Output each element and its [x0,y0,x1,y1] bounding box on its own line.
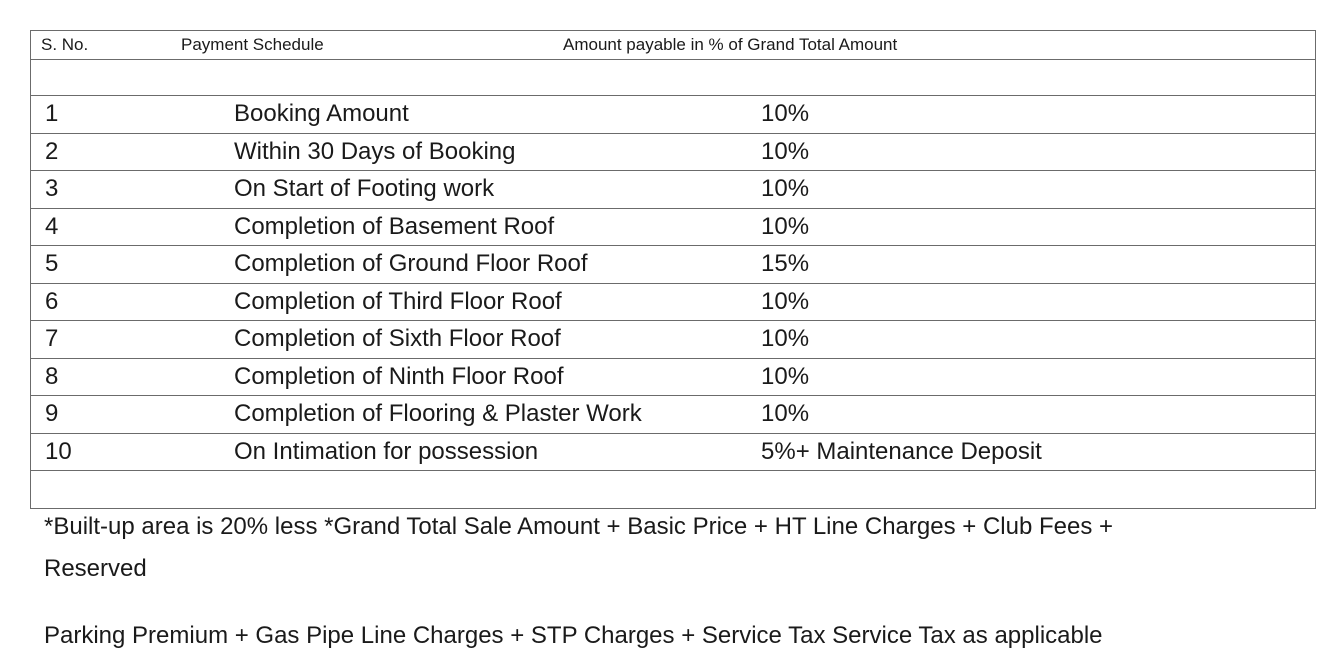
row-schedule: Within 30 Days of Booking [234,137,516,165]
table-row [30,209,1316,247]
row-amount: 10% [761,287,810,315]
row-schedule: Completion of Sixth Floor Roof [234,325,561,353]
blank-row [30,60,1316,96]
table-row [30,246,1316,284]
row-sno: 4 [45,212,59,240]
row-sno: 9 [45,400,59,428]
row-amount: 5%+ Maintenance Deposit [761,437,1042,465]
table-row [30,359,1316,397]
payment-schedule-table [30,30,1316,509]
header-payment-schedule: Payment Schedule [181,35,324,54]
row-sno: 8 [45,362,59,390]
table-header-row [30,30,1316,60]
row-sno: 5 [45,250,59,278]
row-sno: 3 [45,175,59,203]
row-sno: 6 [45,287,59,315]
footnotes [44,506,1304,657]
row-amount: 10% [761,400,810,428]
header-amount: Amount payable in % of Grand Total Amount [563,35,898,54]
row-schedule: Completion of Flooring & Plaster Work [234,400,642,428]
row-schedule: Completion of Ninth Floor Roof [234,362,564,390]
row-amount: 10% [761,137,810,165]
footnote-line: Reserved [44,555,147,582]
row-amount: 10% [761,100,810,128]
row-schedule: On Start of Footing work [234,175,495,203]
row-sno: 2 [45,137,59,165]
footnote-line: *Built-up area is 20% less *Grand Total Sale Amount + Basic Price + HT Line Charges + Club Fees + [44,513,1114,540]
table-row [30,396,1316,434]
row-amount: 15% [761,250,810,278]
row-schedule: Completion of Ground Floor Roof [234,250,588,278]
row-sno: 7 [45,325,59,353]
table-row [30,284,1316,322]
footnote-line: Parking Premium + Gas Pipe Line Charges + STP Charges + Service Tax Service Tax as applicable [44,622,1103,649]
table-row [30,171,1316,209]
table-row [30,134,1316,172]
row-amount: 10% [761,175,810,203]
row-schedule: On Intimation for possession [234,437,539,465]
row-schedule: Booking Amount [234,100,409,128]
row-sno: 10 [45,437,72,465]
table-row [30,434,1316,472]
row-sno: 1 [45,100,59,128]
table-row [30,96,1316,134]
row-amount: 10% [761,325,810,353]
row-schedule: Completion of Basement Roof [234,212,555,240]
row-schedule: Completion of Third Floor Roof [234,287,562,315]
row-amount: 10% [761,362,810,390]
row-amount: 10% [761,212,810,240]
blank-row [30,471,1316,509]
table-row [30,321,1316,359]
header-sno: S. No. [41,35,89,54]
